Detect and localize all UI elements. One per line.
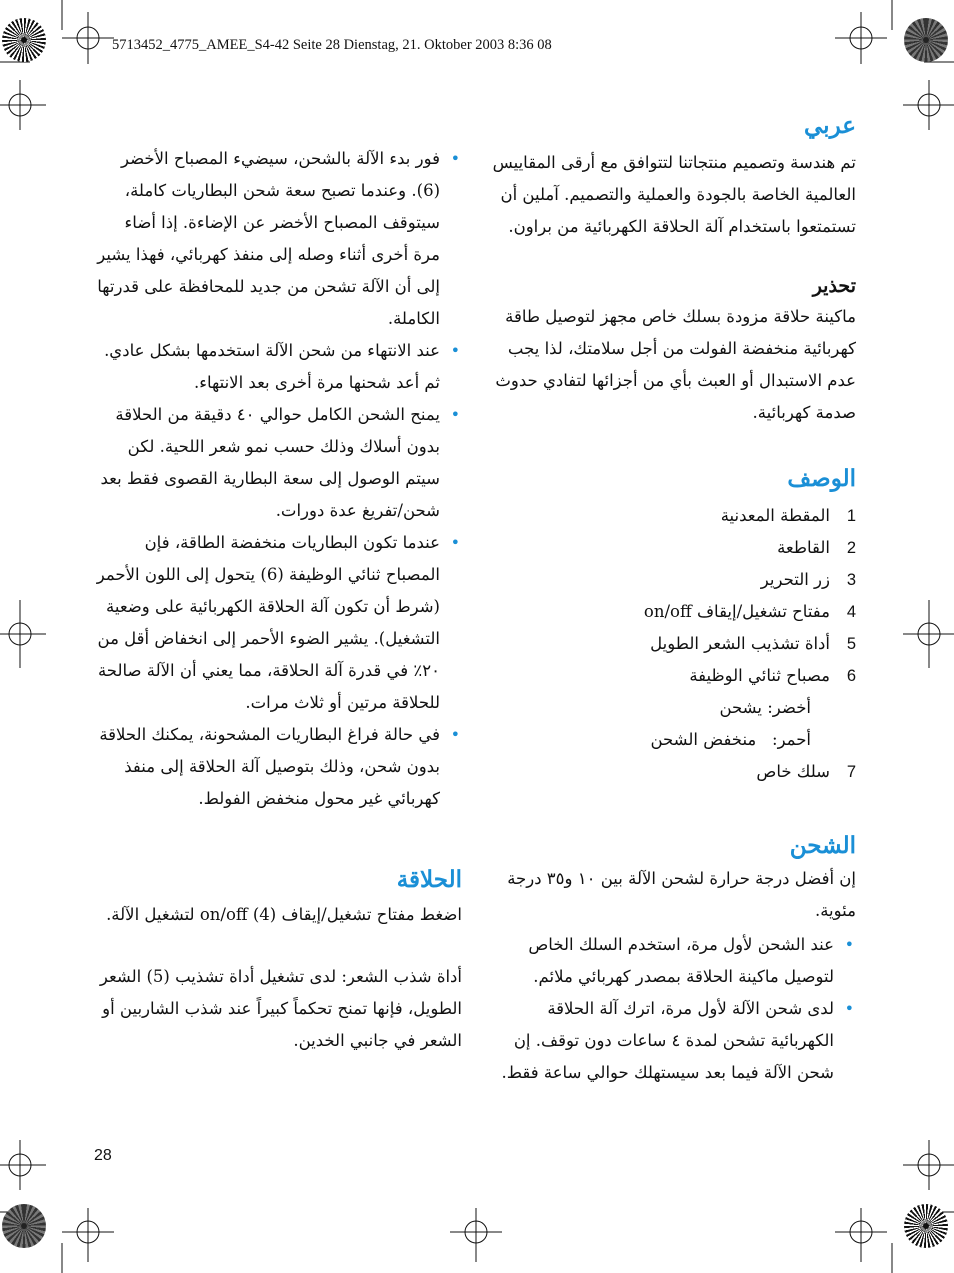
description-list — [486, 500, 856, 788]
list-item: • عند الانتهاء من شحن الآلة استخدمها بشكل عادي. ثم أعد شحنها مرة أخرى بعد الانتهاء. — [104, 341, 460, 392]
description-item: 2 القاطعة — [777, 538, 856, 557]
intro-paragraph: تم هندسة وتصميم منتجاتنا لتتوافق مع أرقى المقاييس العالمية الخاصة بالجودة والعملية والتصميم. آملين أن تستمتعوا باستخدام آلة الحلاقة الكهربائية من براون. — [492, 153, 856, 236]
registration-mark-bottom-left — [62, 1208, 114, 1262]
registration-mark-right-lower — [903, 1140, 954, 1190]
registration-mark-bottom-center — [450, 1208, 502, 1262]
list-item: • عند الشحن لأول مرة، استخدم السلك الخاص لتوصيل ماكينة الحلاقة بمصدر كهربائي ملائم. — [528, 935, 854, 986]
charging-intro: إن أفضل درجة حرارة لشحن الآلة بين ١٠ و٣٥ درجة مئوية. — [507, 869, 856, 920]
print-header: 5713452_4775_AMEE_S4-42 Seite 28 Dienstag, 21. Oktober 2003 8:36 08 — [112, 37, 552, 53]
charging-info-bullets — [96, 143, 462, 815]
list-item: • في حالة فراغ البطاريات المشحونة، يمكنك الحلاقة بدون شحن، وذلك بتوصيل آلة الحلاقة إلى منفذ كهربائي غير محول منخفض الفولط. — [99, 725, 460, 808]
color-rosette-bottom-right — [904, 1204, 948, 1248]
registration-mark-top-right — [835, 12, 887, 64]
description-item: 7 سلك خاص — [756, 762, 856, 781]
warning-paragraph: ماكينة حلاقة مزودة بسلك خاص مجهز لتوصيل طاقة كهربائية منخفضة الفولت من أجل سلامتك، لذا يجب عدم الاستبدال أو العبث بأي من أجزائها لتفادي حدوث صدمة كهربائية. — [495, 307, 856, 422]
registration-mark-left-middle — [0, 600, 46, 668]
left-column — [96, 143, 462, 815]
color-rosette-bottom-left — [2, 1204, 46, 1248]
registration-mark-left-upper — [0, 80, 46, 130]
description-item: 3 زر التحرير — [760, 570, 856, 589]
color-rosette-top-right — [904, 18, 948, 62]
description-subitem: أخضر: يشحن — [719, 698, 811, 717]
page-number: 28 — [94, 1147, 112, 1164]
shaving-section — [96, 866, 462, 1057]
shaving-title: الحلاقة — [396, 866, 462, 893]
description-title: الوصف — [787, 465, 856, 492]
charging-bullets — [486, 929, 856, 1089]
shaving-paragraph-1: اضغط مفتاح تشغيل/إيقاف on/off (4) لتشغيل الآلة. — [106, 905, 462, 924]
warning-title: تحذير — [812, 275, 856, 297]
list-item: • يمنح الشحن الكامل حوالي ٤٠ دقيقة من الحلاقة بدون أسلاك وذلك حسب نمو شعر اللحية. لكن سيتم الوصول إلى سعة البطارية القصوى فقط بعد شحن/تفريغ عدة دورات. — [100, 405, 460, 520]
list-item: • عندما تكون البطاريات منخفضة الطاقة، فإن المصباح ثنائي الوظيفة (6) يتحول إلى اللون الأحمر (شرط أن تكون آلة الحلاقة الكهربائية على وضعية التشغيل). يشير الضوء الأحمر إلى انخفاض أقل من ٢٠٪ في قدرة آلة الحلاقة، مما يعني أن الآلة صالحة للحلاقة مرتين أو ثلاث مرات. — [96, 533, 460, 712]
registration-mark-left-lower — [0, 1140, 46, 1190]
registration-mark-right-middle — [903, 600, 954, 668]
description-item: 6 مصباح ثنائي الوظيفة — [689, 666, 856, 685]
charging-title: الشحن — [789, 832, 856, 859]
right-column — [486, 112, 856, 1089]
color-rosette-top-left — [2, 18, 46, 62]
description-subitem: أحمر: منخفض الشحن — [650, 730, 811, 749]
registration-mark-top-left — [62, 12, 114, 64]
section-title-arabic: عربي — [804, 112, 856, 139]
shaving-paragraph-2: أداة شذب الشعر: لدى تشغيل أداة تشذيب (5) الشعر الطويل، فإنها تمنح تحكماً كبيراً عند شذب الشاربين أو الشعر في جانبي الخدين. — [99, 967, 462, 1050]
registration-mark-right-upper — [903, 80, 954, 130]
description-item: 5 أداة تشذيب الشعر الطويل — [650, 634, 856, 653]
list-item: • فور بدء الآلة بالشحن، سيضيء المصباح الأخضر (6). وعندما تصبح سعة شحن البطاريات كاملة، سيتوقف المصباح الأخضر عن الإضاءة. إذا أضاء مرة أخرى أثناء وصله إلى منفذ كهربائي، فهذا يشير إلى أن الآلة تشحن من جديد للمحافظة على قدرتها الكاملة. — [97, 149, 460, 328]
registration-mark-bottom-right — [835, 1208, 887, 1262]
list-item: • لدى شحن الآلة لأول مرة، اترك آلة الحلاقة الكهربائية تشحن لمدة ٤ ساعات دون توقف. إن شحن الآلة فيما بعد سيستهلك حوالي ساعة فقط. — [501, 999, 854, 1082]
description-item: 4 مفتاح تشغيل/إيقاف on/off — [643, 602, 856, 621]
description-item: 1 المقطة المعدنية — [720, 506, 856, 525]
